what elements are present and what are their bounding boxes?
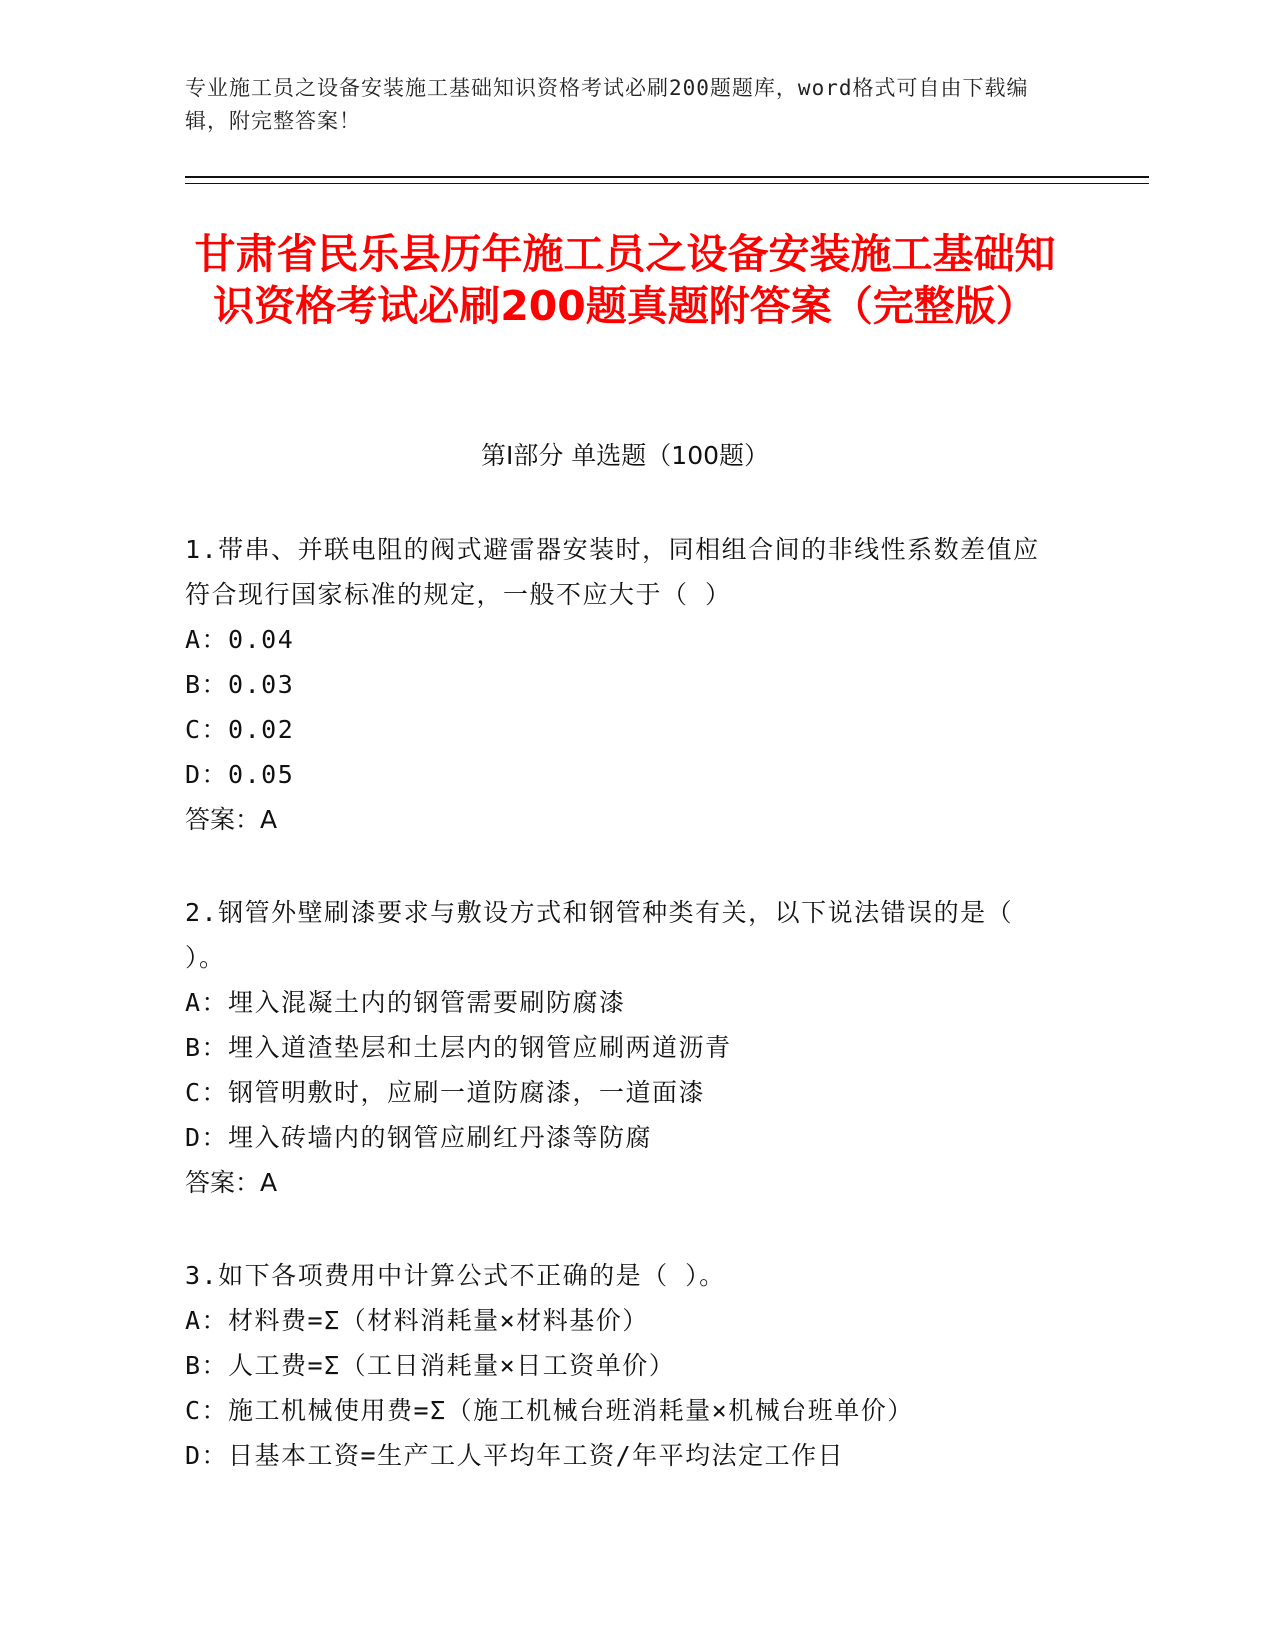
header-divider-thick xyxy=(185,176,1149,178)
option-a: A：埋入混凝土内的钢管需要刷防腐漆 xyxy=(185,988,626,1017)
option-b: B：埋入道渣垫层和土层内的钢管应刷两道沥青 xyxy=(185,1033,732,1062)
option-b: B：0.03 xyxy=(185,670,295,699)
question-3 xyxy=(185,1253,1065,1478)
option-c: C：钢管明敷时，应刷一道防腐漆，一道面漆 xyxy=(185,1078,706,1107)
section-title: 第Ⅰ部分 单选题（100题） xyxy=(480,441,770,470)
option-b: B：人工费=Σ（工日消耗量×日工资单价） xyxy=(185,1351,676,1380)
option-d: D：日基本工资=生产工人平均年工资/年平均法定工作日 xyxy=(185,1441,845,1470)
question-stem: 2.钢管外壁刷漆要求与敷设方式和钢管种类有关，以下说法错误的是（ ）。 xyxy=(185,898,1014,972)
option-d: D：埋入砖墙内的钢管应刷红丹漆等防腐 xyxy=(185,1123,653,1152)
question-stem: 3.如下各项费用中计算公式不正确的是（ ）。 xyxy=(185,1261,726,1290)
answer: 答案：A xyxy=(185,805,278,834)
question-1 xyxy=(185,527,1065,842)
option-a: A：材料费=Σ（材料消耗量×材料基价） xyxy=(185,1306,649,1335)
document-title: 甘肃省民乐县历年施工员之设备安装施工基础知识资格考试必刷200题真题附答案（完整版） xyxy=(194,230,1056,330)
page-header: 专业施工员之设备安装施工基础知识资格考试必刷200题题库，word格式可自由下载编辑，附完整答案！ xyxy=(185,76,1029,133)
option-d: D：0.05 xyxy=(185,760,295,789)
option-c: C：施工机械使用费=Σ（施工机械台班消耗量×机械台班单价） xyxy=(185,1396,914,1425)
header-divider-thin xyxy=(185,183,1149,184)
question-2 xyxy=(185,890,1065,1205)
question-stem: 1.带串、并联电阻的阀式避雷器安装时，同相组合间的非线性系数差值应符合现行国家标准的规定，一般不应大于（ ） xyxy=(185,535,1040,609)
option-c: C：0.02 xyxy=(185,715,295,744)
answer: 答案：A xyxy=(185,1168,278,1197)
option-a: A：0.04 xyxy=(185,625,295,654)
